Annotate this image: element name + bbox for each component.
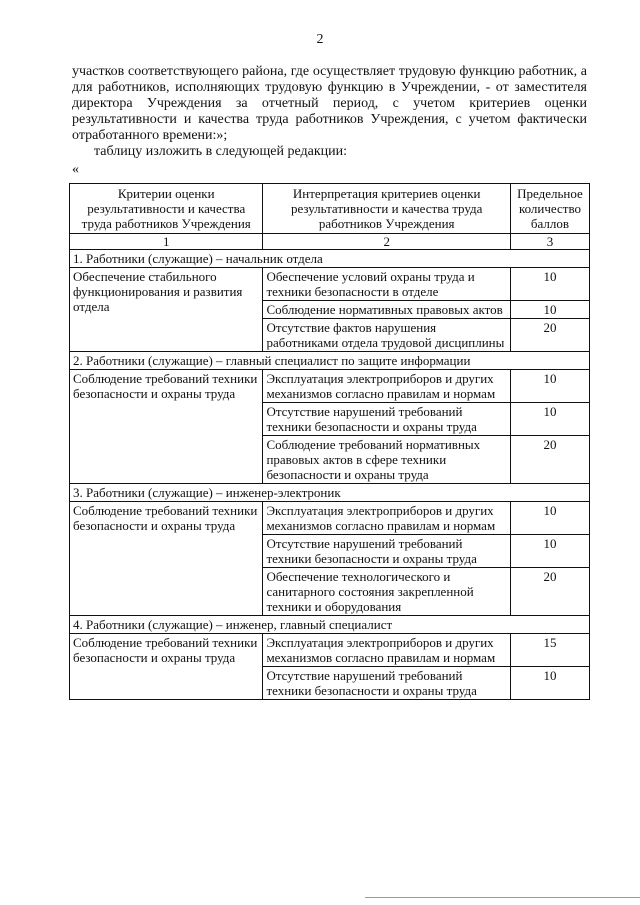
interpretation-cell: Соблюдение требований нормативных правовых актов в сфере техники безопасности и охраны труда (263, 436, 511, 484)
table-row (70, 370, 590, 403)
header-criteria: Критерии оценки результативности и качества труда работников Учреждения (70, 184, 263, 234)
intro-text (72, 64, 587, 160)
interpretation-cell: Отсутствие нарушений требований техники безопасности и охраны труда (263, 535, 511, 568)
interpretation-cell: Эксплуатация электроприборов и других механизмов согласно правилам и нормам (263, 634, 511, 667)
section-row (70, 250, 590, 268)
page-number: 2 (316, 32, 324, 47)
section-row (70, 616, 590, 634)
criteria-table (69, 183, 590, 700)
points-cell: 10 (510, 667, 589, 700)
table-row (70, 502, 590, 535)
instruction-line: таблицу изложить в следующей редакции: (94, 144, 348, 159)
interpretation-cell: Эксплуатация электроприборов и других механизмов согласно правилам и нормам (263, 370, 511, 403)
table-row (70, 268, 590, 301)
header-max-points: Предельное количество баллов (510, 184, 589, 234)
interpretation-cell: Эксплуатация электроприборов и других механизмов согласно правилам и нормам (263, 502, 511, 535)
points-cell: 20 (510, 319, 589, 352)
section-row (70, 484, 590, 502)
table-body (70, 250, 590, 700)
interpretation-cell: Обеспечение технологического и санитарного состояния закрепленной техники и оборудования (263, 568, 511, 616)
section-title: 3. Работники (служащие) – инженер-электроник (70, 484, 590, 502)
points-cell: 10 (510, 370, 589, 403)
criterion-cell: Обеспечение стабильного функционирования и развития отдела (70, 268, 263, 352)
points-cell: 20 (510, 568, 589, 616)
interpretation-cell: Отсутствие нарушений требований техники безопасности и охраны труда (263, 403, 511, 436)
column-number: 1 (70, 234, 263, 250)
section-title: 1. Работники (служащие) – начальник отдела (70, 250, 590, 268)
footer-divider (365, 897, 640, 898)
interpretation-cell: Соблюдение нормативных правовых актов (263, 301, 511, 319)
column-number-row (70, 234, 590, 250)
interpretation-cell: Отсутствие фактов нарушения работниками отдела трудовой дисциплины (263, 319, 511, 352)
column-number: 3 (510, 234, 589, 250)
points-cell: 15 (510, 634, 589, 667)
points-cell: 10 (510, 403, 589, 436)
section-title: 2. Работники (служащие) – главный специалист по защите информации (70, 352, 590, 370)
points-cell: 10 (510, 268, 589, 301)
header-interpretation: Интерпретация критериев оценки результативности и качества труда работников Учреждения (263, 184, 511, 234)
interpretation-cell: Обеспечение условий охраны труда и техники безопасности в отделе (263, 268, 511, 301)
criterion-cell: Соблюдение требований техники безопасности и охраны труда (70, 370, 263, 484)
section-row (70, 352, 590, 370)
table-row (70, 634, 590, 667)
criterion-cell: Соблюдение требований техники безопасности и охраны труда (70, 502, 263, 616)
criterion-cell: Соблюдение требований техники безопасности и охраны труда (70, 634, 263, 700)
opening-quote-mark: « (72, 162, 79, 177)
interpretation-cell: Отсутствие нарушений требований техники безопасности и охраны труда (263, 667, 511, 700)
points-cell: 10 (510, 502, 589, 535)
section-title: 4. Работники (служащие) – инженер, главный специалист (70, 616, 590, 634)
points-cell: 20 (510, 436, 589, 484)
column-number: 2 (263, 234, 511, 250)
header-row (70, 184, 590, 234)
points-cell: 10 (510, 301, 589, 319)
intro-paragraph: участков соответствующего района, где осуществляет трудовую функцию работник, а для работников, исполняющих трудовую функцию в Учреждении, - от заместителя директора Учреждения за отчетный период, с учетом критериев оценки результативности и качества труда работников Учреждения, с учетом фактически отработанного времени:»; (72, 64, 587, 143)
points-cell: 10 (510, 535, 589, 568)
